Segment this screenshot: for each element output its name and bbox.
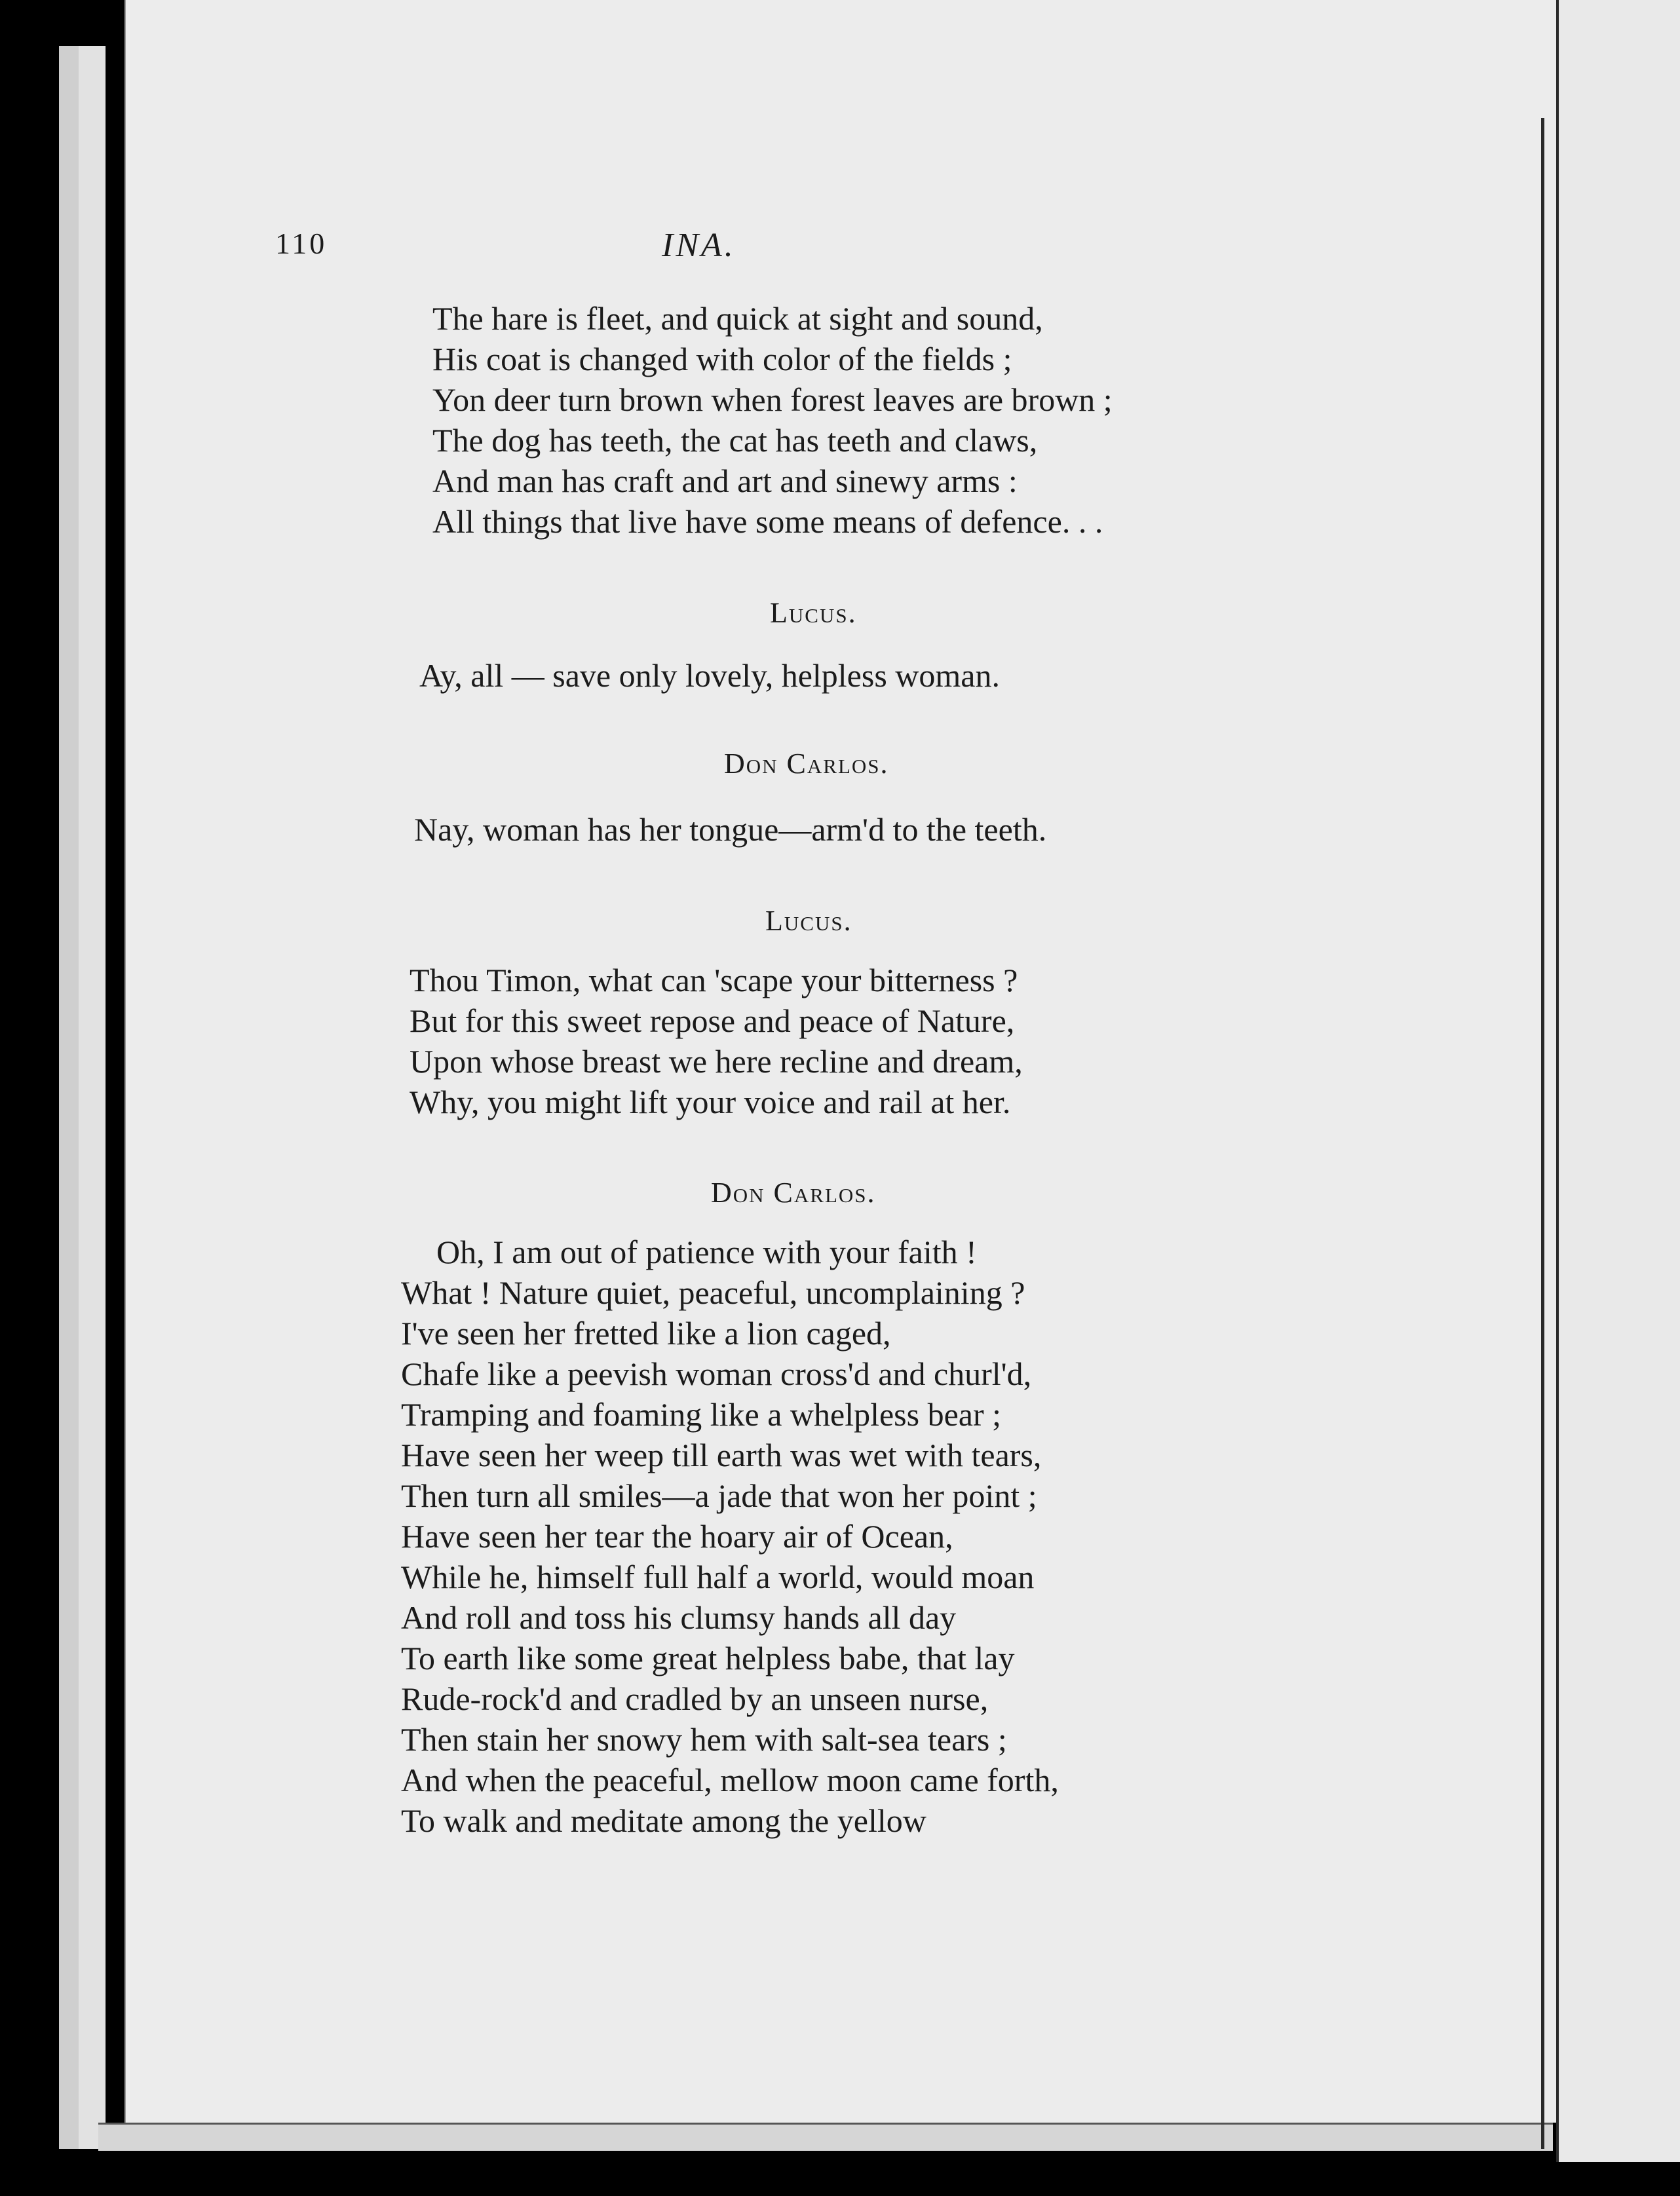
speaker-label: Lucus. xyxy=(770,597,857,629)
verse-line: Rude-rock'd and cradled by an unseen nurse, xyxy=(401,1680,989,1717)
speaker-label: Don Carlos. xyxy=(711,1177,876,1209)
verse-line: And roll and toss his clumsy hands all day xyxy=(401,1599,957,1636)
page-edge-stack-inner xyxy=(79,46,106,2149)
verse-line: His coat is changed with color of the fields ; xyxy=(432,341,1012,377)
facing-page xyxy=(1556,0,1680,2162)
verse-line: Chafe like a peevish woman cross'd and churl'd, xyxy=(401,1355,1032,1392)
speaker-label: Lucus. xyxy=(765,905,852,937)
verse-line: And man has craft and art and sinewy arms : xyxy=(432,463,1018,499)
verse-line: While he, himself full half a world, would moan xyxy=(401,1559,1035,1595)
verse-line: And when the peaceful, mellow moon came forth, xyxy=(401,1762,1059,1798)
verse-line: Have seen her tear the hoary air of Ocean, xyxy=(401,1518,953,1555)
verse-line: Thou Timon, what can 'scape your bitterness ? xyxy=(410,962,1018,998)
verse-line: I've seen her fretted like a lion caged, xyxy=(401,1315,891,1352)
verse-line: Oh, I am out of patience with your faith ! xyxy=(436,1234,977,1270)
verse-line: Nay, woman has her tongue—arm'd to the teeth. xyxy=(414,811,1047,848)
speaker-label: Don Carlos. xyxy=(724,748,889,780)
stanza-5 xyxy=(401,1232,1059,1841)
verse-line: Why, you might lift your voice and rail at her. xyxy=(410,1084,1011,1120)
verse-line: Have seen her weep till earth was wet with tears, xyxy=(401,1437,1042,1473)
verse-line: The dog has teeth, the cat has teeth and claws, xyxy=(432,422,1038,459)
stanza-1 xyxy=(432,298,1113,542)
verse-line: Then stain her snowy hem with salt-sea tears ; xyxy=(401,1721,1007,1758)
verse-line: Then turn all smiles—a jade that won her point ; xyxy=(401,1477,1037,1514)
stanza-2 xyxy=(419,655,1000,696)
stanza-3 xyxy=(414,809,1046,850)
verse-line: Ay, all — save only lovely, helpless woman. xyxy=(419,657,1000,694)
page-number: 110 xyxy=(275,227,328,260)
verse-line: The hare is fleet, and quick at sight and sound, xyxy=(432,300,1043,337)
verse-line: All things that live have some means of defence. . . xyxy=(432,503,1103,540)
verse-line: Yon deer turn brown when forest leaves are brown ; xyxy=(432,381,1113,418)
running-title: INA. xyxy=(662,227,736,264)
verse-line: What ! Nature quiet, peaceful, uncomplaining ? xyxy=(401,1274,1025,1311)
page-edge-bottom xyxy=(98,2123,1553,2151)
verse-line: But for this sweet repose and peace of Nature, xyxy=(410,1002,1015,1039)
verse-line: Tramping and foaming like a whelpless bear ; xyxy=(401,1396,1002,1433)
verse-line: Upon whose breast we here recline and dream, xyxy=(410,1043,1023,1080)
stanza-4 xyxy=(410,960,1023,1122)
verse-line: To earth like some great helpless babe, that lay xyxy=(401,1640,1015,1676)
gutter-rule xyxy=(1541,118,1544,2149)
verse-line: To walk and meditate among the yellow xyxy=(401,1802,926,1839)
